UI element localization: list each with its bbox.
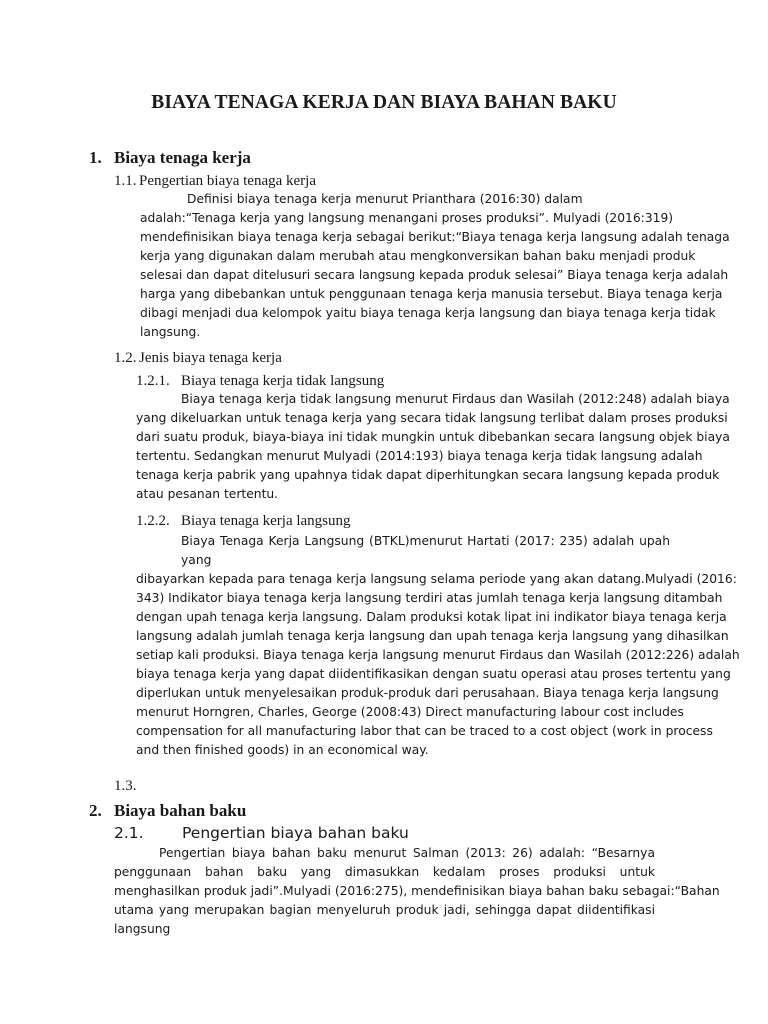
paragraph-line: 343) Indikator biaya tenaga kerja langsung terdiri atas jumlah tenaga kerja langsung ditambah [136, 591, 723, 605]
subsection-1-2-1-number: 1.2.1. [136, 373, 170, 389]
paragraph-line: menurut Horngren, Charles, George (2008:43) Direct manufacturing labour cost includes [136, 705, 684, 719]
paragraph-line: selesai dan dapat ditelusuri secara langsung kepada produk selesai” Biaya tenaga kerja adalah [140, 268, 729, 282]
paragraph-1-2-1 [136, 390, 730, 504]
paragraph-line: harga yang dibebankan untuk penggunaan tenaga kerja manusia tersebut. Biaya tenaga kerja [140, 287, 723, 301]
paragraph-line: penggunaan bahan baku yang dimasukkan kedalam proses produksi untuk [114, 865, 655, 879]
subsection-1-2-1-heading: Biaya tenaga kerja tidak langsung [181, 373, 385, 389]
paragraph-line: menghasilkan produk jadi”.Mulyadi (2016:275), mendefinisikan biaya bahan baku sebagai:“Bahan [114, 884, 720, 898]
paragraph-line: adalah:“Tenaga kerja yang langsung menangani proses produksi”. Mulyadi (2016:319) [140, 211, 674, 225]
paragraph-line: Biaya tenaga kerja tidak langsung menurut Firdaus dan Wasilah (2012:248) adalah biaya [181, 392, 730, 406]
paragraph-line: tenaga kerja pabrik yang upahnya tidak dapat diperhitungkan secara langsung kepada produk [136, 468, 720, 482]
paragraph-line: dibagi menjadi dua kelompok yaitu biaya tenaga kerja langsung dan biaya tenaga kerja tidak [140, 306, 716, 320]
subsection-1-2-2-heading: Biaya tenaga kerja langsung [181, 513, 351, 529]
paragraph-1-1 [140, 190, 730, 342]
paragraph-line: dibayarkan kepada para tenaga kerja langsung selama periode yang akan datang.Mulyadi (2016: [136, 572, 737, 586]
paragraph-line: Definisi biaya tenaga kerja menurut Prianthara (2016:30) dalam [187, 192, 583, 206]
subsection-1-2-2-number: 1.2.2. [136, 513, 170, 529]
paragraph-2-1 [114, 844, 720, 939]
paragraph-line: dengan upah tenaga kerja langsung. Dalam produksi kotak lipat ini indikator biaya tenaga kerja [136, 610, 727, 624]
section-2-number: 2. [89, 801, 102, 820]
section-2-heading: Biaya bahan baku [114, 801, 247, 820]
paragraph-line: atau pesanan tertentu. [136, 487, 279, 501]
paragraph-line: langsung. [140, 325, 201, 339]
subsection-1-3-number: 1.3. [114, 778, 137, 794]
subsection-2-1-heading: Pengertian biaya bahan baku [182, 824, 409, 842]
paragraph-line: utama yang merupakan bagian menyeluruh produk jadi, sehingga dapat diidentifikasi langsung [114, 903, 655, 936]
paragraph-line: yang dikeluarkan untuk tenaga kerja yang secara tidak langsung terlibat dalam proses produksi [136, 411, 728, 425]
paragraph-line: setiap kali produksi. Biaya tenaga kerja langsung menurut Firdaus dan Wasilah (2012:226) adalah [136, 648, 740, 662]
paragraph-line: dari suatu produk, biaya-biaya ini tidak mungkin untuk dibebankan secara langsung objek biaya [136, 430, 730, 444]
paragraph-line: tertentu. Sedangkan menurut Mulyadi (2014:193) biaya tenaga kerja tidak langsung adalah [136, 449, 703, 463]
paragraph-line: Biaya Tenaga Kerja Langsung (BTKL)menurut Hartati (2017: 235) adalah upah yang [181, 534, 670, 567]
paragraph-line: kerja yang digunakan dalam merubah atau mengkonversikan bahan baku menjadi produk [140, 249, 696, 263]
subsection-1-2-heading: Jenis biaya tenaga kerja [139, 350, 282, 366]
subsection-1-1-number: 1.1. [114, 173, 137, 189]
section-1-number: 1. [89, 148, 102, 167]
paragraph-line: Pengertian biaya bahan baku menurut Salman (2013: 26) adalah: “Besarnya [159, 846, 655, 860]
paragraph-line: and then finished goods) in an economical way. [136, 743, 429, 757]
subsection-1-1-heading: Pengertian biaya tenaga kerja [139, 173, 316, 189]
section-1-heading: Biaya tenaga kerja [114, 148, 251, 167]
paragraph-line: langsung adalah jumlah tenaga kerja langsung dan upah tenaga kerja langsung yang dihasilkan [136, 629, 729, 643]
document-title: BIAYA TENAGA KERJA DAN BIAYA BAHAN BAKU [151, 92, 617, 113]
paragraph-line: biaya tenaga kerja yang dapat diidentifikasikan dengan suatu operasi atau proses tertentu yang [136, 667, 731, 681]
subsection-1-2-number: 1.2. [114, 350, 137, 366]
paragraph-1-2-2 [136, 532, 740, 760]
paragraph-line: mendefinisikan biaya tenaga kerja sebagai berikut:“Biaya tenaga kerja langsung adalah tenaga [140, 230, 730, 244]
paragraph-line: compensation for all manufacturing labor that can be traced to a cost object (work in process [136, 724, 713, 738]
subsection-2-1-number: 2.1. [114, 824, 144, 842]
paragraph-line: diperlukan untuk menyelesaikan produk-produk dari perusahaan. Biaya tenaga kerja langsung [136, 686, 719, 700]
